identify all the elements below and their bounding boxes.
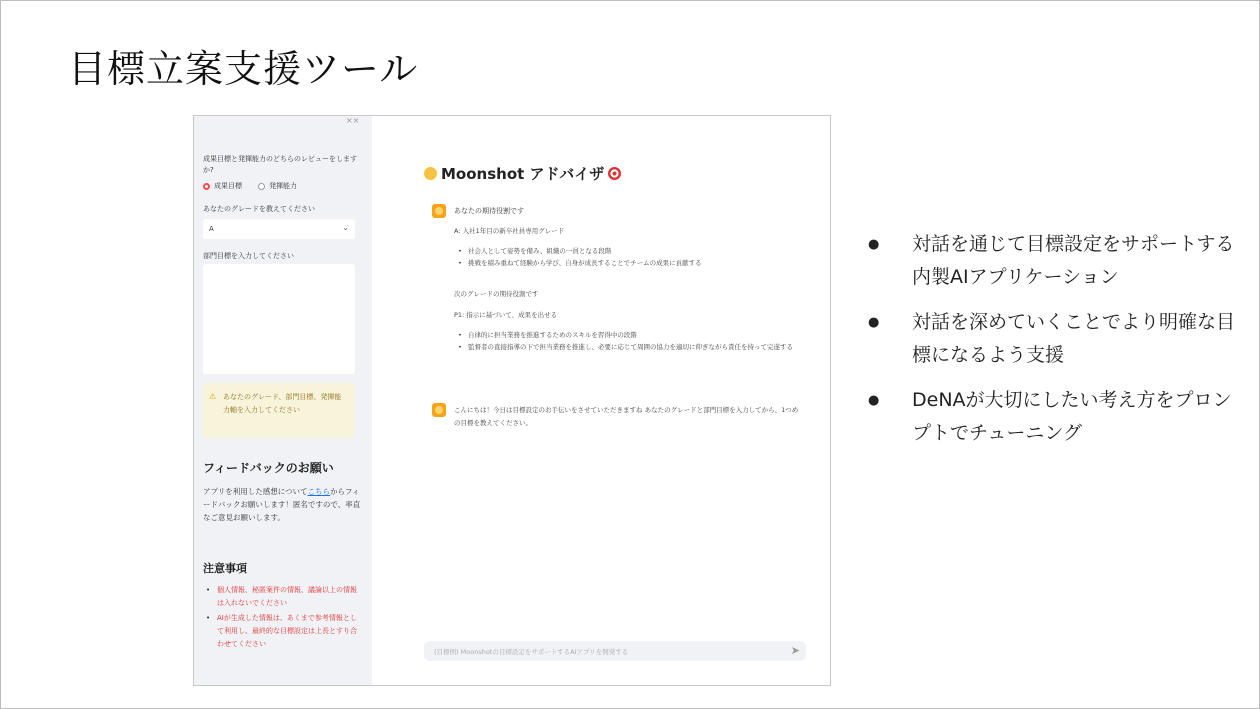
app-screenshot bbox=[193, 115, 831, 686]
notes-list bbox=[203, 584, 361, 653]
radio-outcome-label[interactable]: 成果目標 bbox=[214, 182, 242, 190]
message2-text: こんにちは！今日は目標設定のお手伝いをさせていただきますね あなたのグレードと部門目標を入力してから、1つめの目標を教えてください。 bbox=[454, 406, 799, 427]
message1-bullets bbox=[458, 245, 702, 269]
review-type-radio-group bbox=[203, 181, 297, 191]
message1-next-heading: 次のグレードの期待役割です bbox=[454, 290, 539, 298]
feedback-text-after: からフィードバックお願いします！匿名ですので、率直なご意見お願いします。 bbox=[203, 487, 361, 522]
feedback-text-before: アプリを利用した感想について bbox=[203, 487, 308, 496]
grade-select[interactable] bbox=[203, 219, 355, 239]
radio-ability-label[interactable]: 発揮能力 bbox=[269, 182, 297, 190]
list-item: • 社会人として姿勢を備み、組織の一員となる段階 bbox=[458, 245, 702, 257]
slide-bullets bbox=[868, 228, 1238, 462]
sidebar-collapse-icon[interactable]: ×× bbox=[346, 116, 360, 125]
review-type-question: 成果目標と発揮能力のどちらのレビューをしますか? bbox=[203, 155, 357, 174]
send-icon[interactable]: ➤ bbox=[790, 644, 800, 657]
radio-ability[interactable] bbox=[258, 183, 265, 190]
note-item: • AIが生成した情報は、あくまで参考情報として利用し、最終的な目標設定は上長とすり合わせてください bbox=[203, 612, 361, 651]
grade-select-value: A bbox=[209, 225, 214, 233]
bullet-item: ● 対話を通じて目標設定をサポートする内製AIアプリケーション bbox=[868, 228, 1238, 294]
chevron-down-icon: ⌄ bbox=[342, 223, 349, 232]
warning-box bbox=[203, 383, 355, 438]
chat-input[interactable] bbox=[424, 641, 806, 661]
sidebar bbox=[194, 116, 372, 685]
main-chat bbox=[372, 116, 830, 685]
assistant-avatar-icon bbox=[432, 403, 446, 417]
warning-icon: ⚠ bbox=[209, 392, 217, 401]
app-title bbox=[424, 163, 621, 184]
warning-text: あなたのグレード、部門目標、発揮能力軸を入力してください bbox=[223, 393, 342, 414]
smile-face-icon bbox=[424, 167, 437, 180]
feedback-link[interactable]: こちら bbox=[307, 487, 331, 496]
notes-title: 注意事項 bbox=[203, 562, 247, 575]
note-item: • 個人情報、秘匿案件の情報、議論以上の情報は入れないでください bbox=[203, 584, 361, 610]
department-goal-input[interactable] bbox=[203, 264, 355, 374]
app-title-text: Moonshot アドバイザ bbox=[441, 165, 605, 183]
feedback-title: フィードバックのお願い bbox=[203, 461, 334, 475]
goal-label: 部門目標を入力してください bbox=[203, 252, 294, 260]
radio-outcome[interactable] bbox=[203, 183, 210, 190]
feedback-text bbox=[203, 485, 361, 524]
bullet-item: ● DeNAが大切にしたい考え方をプロンプトでチューニング bbox=[868, 384, 1238, 450]
message1-next-bullets bbox=[458, 329, 808, 353]
bullet-item: ● 対話を深めていくことでより明確な目標になるよう支援 bbox=[868, 306, 1238, 372]
list-item: • 自律的に担当業務を推進するためのスキルを習得中の段階 bbox=[458, 329, 808, 341]
message1-next-line: P1: 指示に基づいて、成果を出せる bbox=[454, 311, 558, 319]
target-icon bbox=[608, 167, 621, 180]
grade-label: あなたのグレードを教えてください bbox=[203, 205, 315, 213]
slide-title: 目標立案支援ツール bbox=[68, 47, 419, 91]
list-item: • 監督者の直接指導の下で担当業務を推進し、必要に応じて周囲の協力を適切に仰ぎながら責任を持って完遂する bbox=[458, 341, 808, 353]
chat-input-placeholder: (目標例) Moonshotの目標設定をサポートするAIアプリを開発する bbox=[434, 648, 629, 656]
message1-grade-line: A: 入社1年目の新卒社員専用グレード bbox=[454, 227, 565, 235]
list-item: • 挑戦を積み重ねて経験から学び、自身が成長することでチームの成果に貢献する bbox=[458, 257, 702, 269]
message1-heading: あなたの期待役割です bbox=[454, 207, 524, 215]
assistant-avatar-icon bbox=[432, 204, 446, 218]
